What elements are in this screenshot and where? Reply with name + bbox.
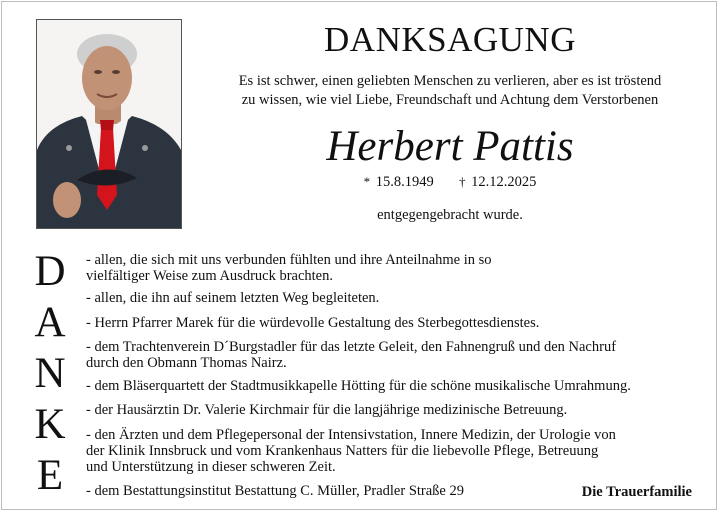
birth-date: 15.8.1949 — [375, 174, 434, 190]
thanks-item — [86, 402, 567, 418]
thanks-item — [86, 315, 539, 331]
thanks-line: - dem Bestattungsinstitut Bestattung C. Müller, Pradler Straße 29 — [86, 483, 464, 499]
danke-letter: K — [34, 401, 66, 448]
thanks-item — [86, 290, 379, 306]
thanks-line: - dem Bläserquartett der Stadtmusikkapelle Hötting für die schöne musikalische Umrahmung. — [86, 378, 631, 394]
thanks-line: - den Ärzten und dem Pflegepersonal der Intensivstation, Innere Medizin, der Urologie von — [86, 427, 616, 443]
danke-letter: D — [34, 248, 66, 295]
deceased-name: Herbert Pattis — [326, 123, 574, 170]
danke-letter: A — [34, 299, 66, 346]
thanks-line: vielfältiger Weise zum Ausdruck brachten. — [86, 268, 333, 284]
thanks-item — [86, 339, 616, 371]
death-date: 12.12.2025 — [471, 174, 537, 190]
danke-letter: N — [34, 350, 66, 397]
signature: Die Trauerfamilie — [581, 484, 692, 500]
thanks-item — [86, 483, 464, 499]
thanks-line: - allen, die sich mit uns verbunden fühlten und ihre Anteilnahme in so — [86, 252, 492, 268]
intro-text — [200, 72, 700, 110]
thanks-line: - der Hausärztin Dr. Valerie Kirchmair für die langjährige medizinische Betreuung. — [86, 402, 568, 418]
portrait-photo — [36, 19, 182, 229]
thanks-item — [86, 427, 616, 475]
thanks-line: der Klinik Innsbruck und vom Krankenhaus Natters für die liebevolle Pflege, Betreuung — [86, 443, 599, 459]
death-symbol: † — [459, 174, 466, 189]
thanks-line: - allen, die ihn auf seinem letzten Weg begleiteten. — [86, 290, 380, 306]
thanks-line: - dem Trachtenverein D´Burgstadler für das letzte Geleit, den Fahnengruß und den Nachruf — [86, 339, 617, 355]
danke-vertical — [28, 246, 72, 501]
thanks-line: - Herrn Pfarrer Marek für die würdevolle Gestaltung des Sterbegottesdienstes. — [86, 315, 540, 331]
thanks-item — [86, 252, 492, 284]
thanks-line: und Unterstützung in dieser schweren Zeit. — [86, 459, 336, 475]
life-dates — [200, 174, 700, 191]
intro-line: zu wissen, wie viel Liebe, Freundschaft und Achtung dem Verstorbenen — [241, 92, 659, 108]
notice-title: DANKSAGUNG — [324, 20, 576, 59]
received-text: entgegengebracht wurde. — [377, 207, 523, 223]
thanks-item — [86, 378, 631, 394]
danke-letter: E — [36, 452, 64, 499]
birth-symbol: * — [363, 174, 371, 189]
thanks-line: durch den Obmann Thomas Nairz. — [86, 355, 287, 371]
intro-line: Es ist schwer, einen geliebten Menschen zu verlieren, aber es ist tröstend — [238, 73, 662, 89]
